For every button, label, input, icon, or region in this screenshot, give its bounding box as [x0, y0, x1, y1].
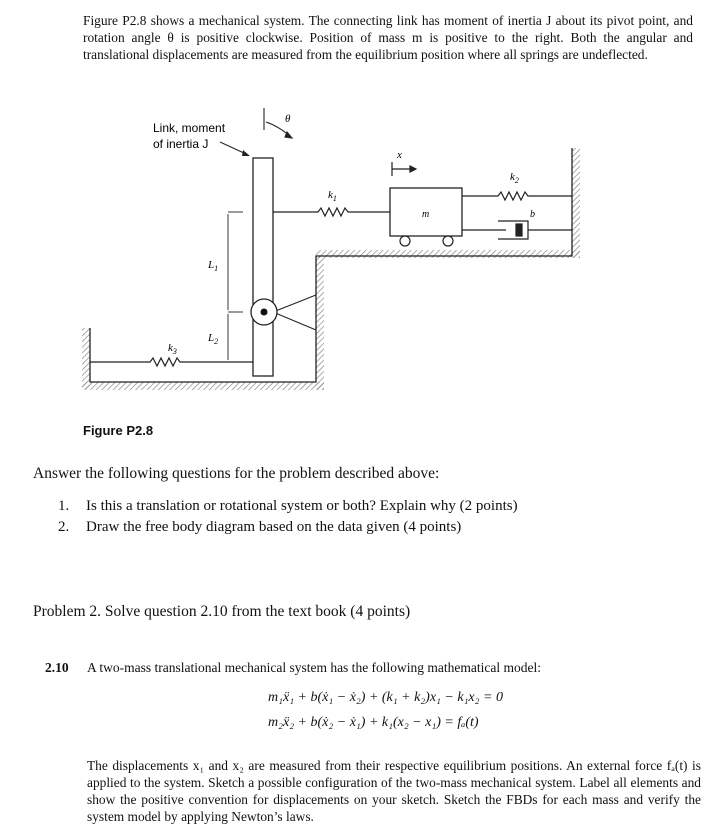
x-arrow: [392, 162, 416, 176]
wheel-right: [443, 236, 453, 246]
L2-label: $L_2$: [208, 332, 219, 346]
problem-number: 2.10: [45, 660, 69, 675]
link-label-line1: Link, moment: [153, 121, 226, 135]
equation-1: m₁ẍ₁ + b(ẋ₁ − ẋ₂) + (k₁ + k₂)x₁ − k₁x₂ = 0: [268, 690, 503, 705]
b-label: b: [530, 209, 535, 220]
spring-k1: [273, 208, 390, 216]
ground-lines: [90, 148, 572, 382]
mass-label: m: [422, 209, 430, 220]
link-label-line2: of inertia J: [153, 137, 209, 151]
question-list: [58, 496, 518, 538]
problem-body: The displacements x₁ and x₂ are measured from their respective equilibrium positions. An external force fₐ(t) is applied to the system. Sketch a possible configuration of the two-mass mechanical system. Label all elements and show the positive convention for displacements on your sketch. Sketch the FBDs for each mass and verify the system model by applying Newton’s laws.: [87, 758, 701, 824]
problem-description: Figure P2.8 shows a mechanical system. The connecting link has moment of inertia J about its pivot point, and rotation angle θ is positive clockwise. Position of mass m is positive to the right. Both the angular and translational displacements are measured from the equilibrium position where all springs are undeflected.: [83, 13, 693, 62]
problem2-heading: Problem 2. Solve question 2.10 from the text book (4 points): [33, 603, 411, 620]
spring-k2: [462, 192, 572, 200]
k3-label: $k_3$: [168, 342, 177, 356]
figure-caption: Figure P2.8: [83, 423, 154, 438]
k1-label: $k_1$: [328, 189, 337, 203]
link-pointer: [220, 142, 250, 156]
k2-label: $k_2$: [510, 171, 519, 185]
answer-heading: Answer the following questions for the problem described above:: [33, 465, 440, 482]
problem-statement: A two-mass translational mechanical system has the following mathematical model:: [87, 660, 542, 675]
mechanical-system-figure: [80, 100, 600, 410]
list-item: 1. Is this a translation or rotational system or both? Explain why (2 points): [58, 498, 518, 514]
pivot: [251, 295, 316, 330]
spring-k3: [90, 358, 253, 366]
x-label: x: [397, 149, 402, 161]
ground-hatching: [82, 148, 580, 390]
link-bar: [253, 158, 273, 376]
equation-2: m₂ẍ₂ + b(ẋ₂ − ẋ₁) + k₁(x₂ − x₁) = fₐ(t): [268, 715, 479, 730]
wheel-left: [400, 236, 410, 246]
L1-label: $L_1$: [208, 259, 219, 273]
list-item: 2. Draw the free body diagram based on the data given (4 points): [58, 519, 462, 535]
theta-label: θ: [285, 113, 291, 125]
damper-b: [462, 221, 572, 239]
length-dimensions: [228, 212, 243, 362]
